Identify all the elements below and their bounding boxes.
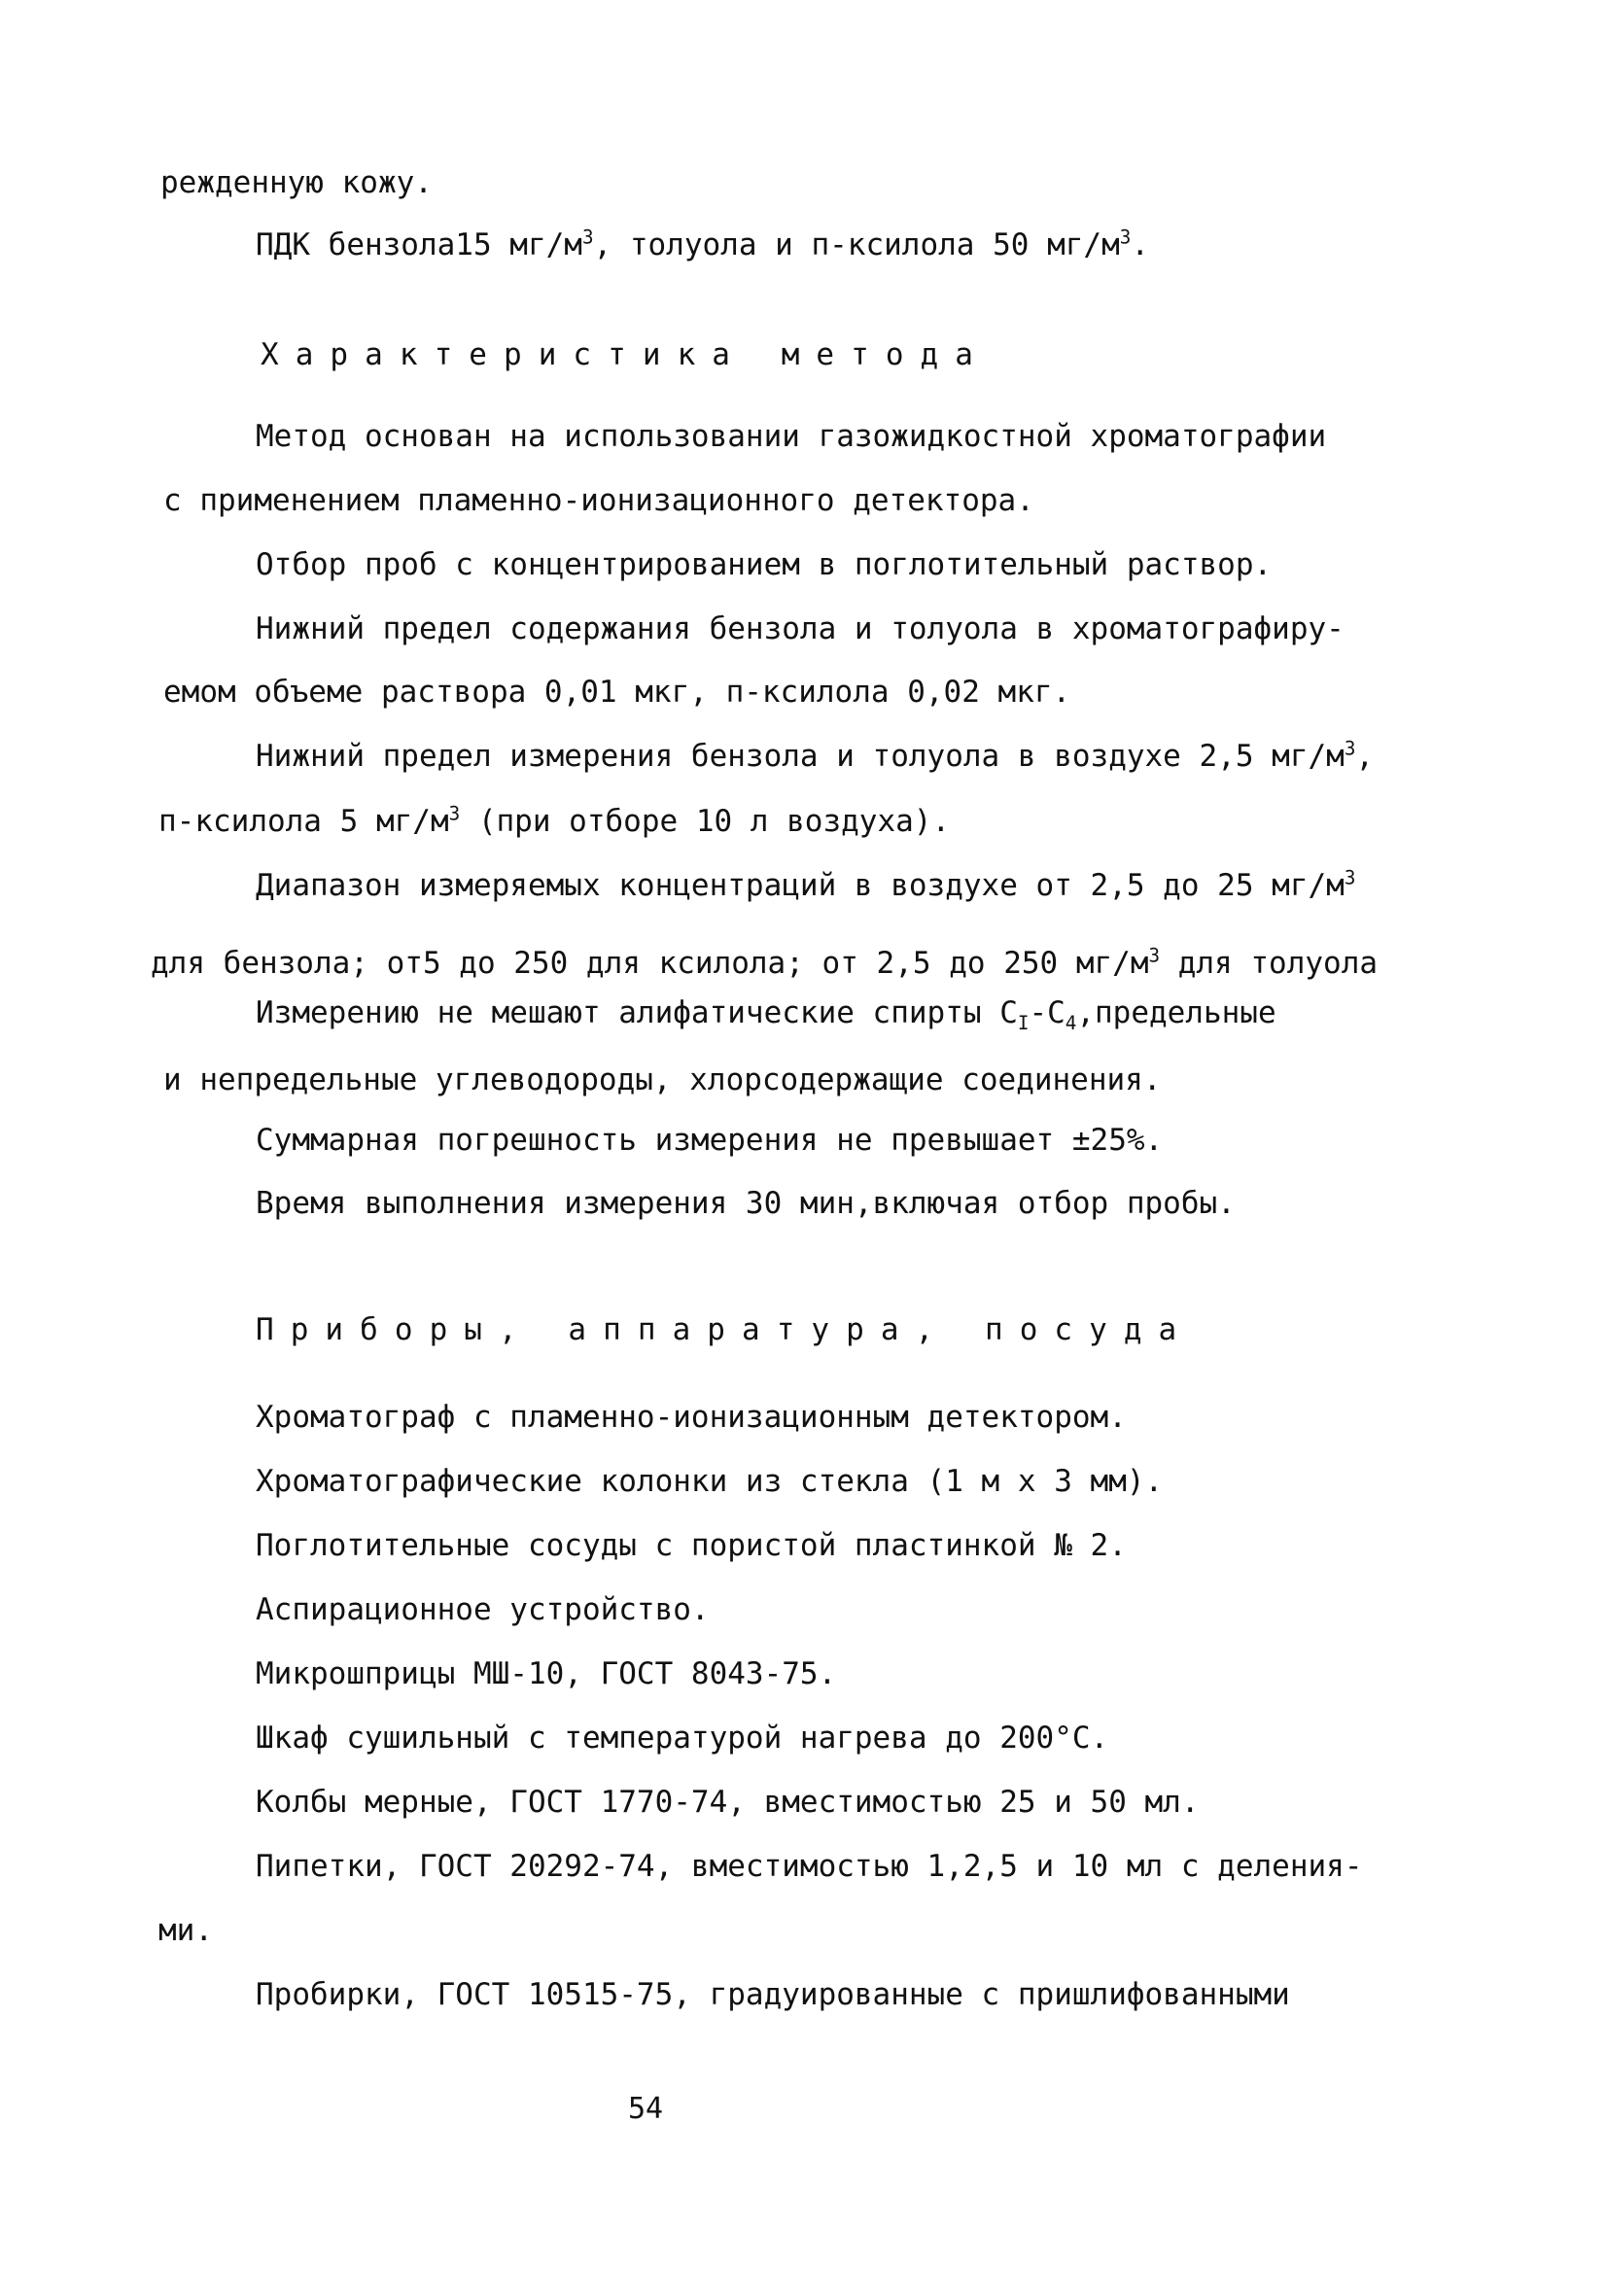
limit-line-2: п-ксилола 5 $мг/м^3$ (при отборе 10 л воздуха). (158, 802, 951, 839)
error-value: ±25%. (1071, 1123, 1164, 1158)
equipment-item: Хроматографические колонки из стекла (1 м х 3 мм). (256, 1464, 1164, 1499)
equipment-item: ми. (158, 1913, 213, 1948)
time-line: Время выполнения измерения 30 мин,включая отбор пробы. (256, 1186, 1236, 1221)
method-line-1: Метод основан на использовании газожидкостной хроматографии (256, 419, 1327, 454)
equipment-item: Поглотительные сосуды с пористой пластинкой № 2. (256, 1528, 1127, 1563)
section-heading-method: Характеристика метода (261, 337, 990, 372)
equipment-item: Хроматограф с пламенно-ионизационным детектором. (256, 1400, 1127, 1435)
limit-line-1: Нижний предел измерения бензола и толуола в воздухе 2,5 $мг/м^3$, (256, 737, 1375, 774)
equipment-item: Пробирки, ГОСТ 10515-75, градуированные с пришлифованными (256, 1977, 1290, 2012)
interference-line-1: Измерению не мешают алифатические спирты $С_I-С_4,предельные$ (256, 995, 1276, 1035)
method-line-2: с применением пламенно-ионизационного детектора. (163, 483, 1034, 518)
continued-line: режденную кожу. (160, 165, 433, 200)
page-number: 54 (628, 2092, 664, 2126)
error-line: Суммарная погрешность измерения не превышает ±25%. (256, 1123, 1164, 1158)
method-line-3: Отбор проб с концентрированием в поглотительный раствор. (256, 547, 1273, 582)
interference-line-2: и непредельные углеводороды, хлорсодержащие соединения. (163, 1062, 1162, 1097)
equipment-item: Пипетки, ГОСТ 20292-74, вместимостью 1,2,5 и 10 мл с деления- (256, 1849, 1363, 1884)
range-line-2: для бензола; от5 до 250 для ксилола; от 2,5 до 250 $мг/м^3$ для толуола (151, 944, 1379, 981)
equipment-item: Микрошприцы МШ-10, ГОСТ 8043-75. (256, 1656, 837, 1691)
range-line-1: Диапазон измеряемых концентраций в воздухе от 2,5 до 25 $мг/м^3$ (256, 866, 1356, 903)
equipment-item: Аспирационное устройство. (256, 1592, 710, 1627)
method-line-5: емом объеме раствора 0,01 мкг, п-ксилола 0,02 мкг. (163, 675, 1071, 710)
equipment-item: Шкаф сушильный с температурой нагрева до 200°С. (256, 1721, 1109, 1756)
equipment-item: Колбы мерные, ГОСТ 1770-74, вместимостью 25 и 50 мл. (256, 1785, 1200, 1820)
pdk-line: ПДК бензола15 $мг/м^3$, толуола и п-ксилола 50 $мг/м^3$. (256, 226, 1149, 262)
method-line-4: Нижний предел содержания бензола и толуола в хроматографиру- (256, 611, 1345, 646)
section-heading-equipment: Приборы, аппаратура, посуда (256, 1312, 1194, 1347)
